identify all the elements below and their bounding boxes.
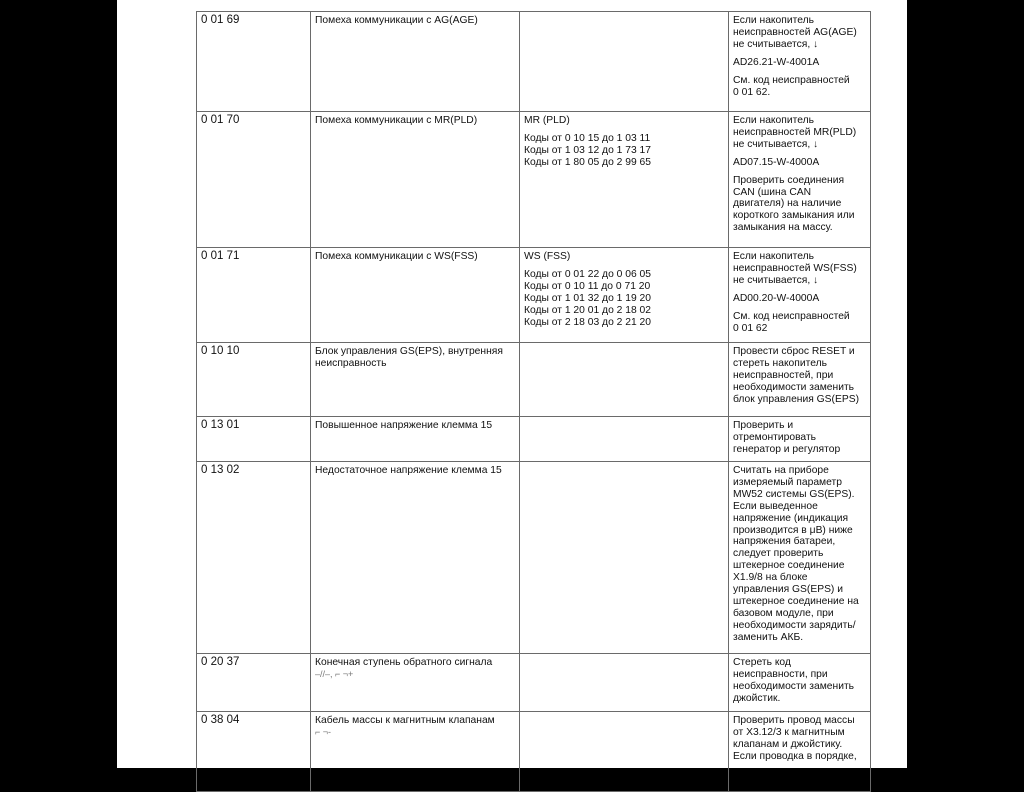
action-cell xyxy=(729,343,871,417)
table-row xyxy=(197,417,871,462)
fault-code-cell xyxy=(197,343,311,417)
action-paragraph: Проверить и отремонтировать генератор и регулятор xyxy=(733,420,841,455)
description-cell xyxy=(311,462,520,654)
action-cell xyxy=(729,12,871,112)
fault-description: Помеха коммуникации с AG(AGE) xyxy=(315,15,478,26)
action-cell xyxy=(729,248,871,343)
fault-code: 0 10 10 xyxy=(201,345,240,357)
fault-code: 0 01 71 xyxy=(201,250,240,262)
fault-code: 0 01 70 xyxy=(201,114,240,126)
fault-code-cell xyxy=(197,417,311,462)
circuit-symbol: –//–, ⌐ ¬+ xyxy=(315,668,354,679)
fault-code-cell xyxy=(197,654,311,712)
fault-description: Недостаточное напряжение клемма 15 xyxy=(315,465,502,476)
table-row xyxy=(197,12,871,112)
details-cell xyxy=(520,654,729,712)
action-paragraph: AD00.20-W-4000A xyxy=(733,292,820,304)
document-page xyxy=(117,0,907,768)
action-cell xyxy=(729,112,871,248)
fault-code: 0 13 02 xyxy=(201,464,240,476)
description-cell xyxy=(311,248,520,343)
details-paragraph: WS (FSS) xyxy=(524,251,571,262)
action-paragraph: См. код неисправностей 0 01 62 xyxy=(733,310,850,334)
description-cell xyxy=(311,343,520,417)
fault-description: Блок управления GS(EPS), внутренняя неисправность xyxy=(315,346,503,369)
details-cell xyxy=(520,248,729,343)
fault-description: Повышенное напряжение клемма 15 xyxy=(315,420,493,431)
details-cell xyxy=(520,343,729,417)
action-paragraph: Если накопитель неисправностей AG(AGE) не считывается, ↓ xyxy=(733,15,857,50)
circuit-symbol: ⌐ ¬- xyxy=(315,726,332,737)
action-paragraph: Стереть код неисправности, при необходимости заменить джойстик. xyxy=(733,657,855,704)
fault-description: Кабель массы к магнитным клапанам xyxy=(315,715,495,726)
table-row xyxy=(197,343,871,417)
details-cell xyxy=(520,112,729,248)
details-paragraph: Коды от 0 01 22 до 0 06 05 Коды от 0 10 11 до 0 71 20 Коды от 1 01 32 до 1 19 20 Коды от 1 20 01 до 2 18 02 Коды от 2 18 03 до 2 21 20 xyxy=(524,268,652,328)
description-cell xyxy=(311,112,520,248)
details-cell xyxy=(520,417,729,462)
description-cell xyxy=(311,654,520,712)
fault-description: Помеха коммуникации с MR(PLD) xyxy=(315,115,478,126)
action-cell xyxy=(729,462,871,654)
details-paragraph: Коды от 0 10 15 до 1 03 11 Коды от 1 03 12 до 1 73 17 Коды от 1 80 05 до 2 99 65 xyxy=(524,132,652,168)
fault-code-cell xyxy=(197,462,311,654)
fault-description: Конечная ступень обратного сигнала xyxy=(315,657,493,668)
action-paragraph: См. код неисправностей 0 01 62. xyxy=(733,74,850,98)
fault-code-table xyxy=(196,11,871,792)
table-row xyxy=(197,112,871,248)
description-cell xyxy=(311,712,520,792)
fault-code: 0 38 04 xyxy=(201,714,240,726)
fault-code-cell xyxy=(197,12,311,112)
table-row xyxy=(197,462,871,654)
action-paragraph: Считать на приборе измеряемый параметр MW52 системы GS(EPS). Если выведенное напряжение (индикация производится в μB) ниже напряжения батареи, следует проверить штекерное соединение X1.9/8 на блоке управления GS(EPS) и штекерное соединение на базовом модуле, при необходимости зарядить/ заменить АКБ. xyxy=(733,465,859,643)
fault-code-cell xyxy=(197,112,311,248)
action-paragraph: Если накопитель неисправностей MR(PLD) не считывается, ↓ xyxy=(733,115,857,150)
description-cell xyxy=(311,12,520,112)
details-paragraph: MR (PLD) xyxy=(524,115,570,126)
action-cell xyxy=(729,654,871,712)
action-paragraph: Если накопитель неисправностей WS(FSS) не считывается, ↓ xyxy=(733,251,857,286)
action-paragraph: Провести сброс RESET и стереть накопитель неисправностей, при необходимости заменить блок управления GS(EPS) xyxy=(733,346,860,405)
action-cell xyxy=(729,712,871,792)
fault-code: 0 01 69 xyxy=(201,14,240,26)
table-row xyxy=(197,712,871,792)
fault-code: 0 13 01 xyxy=(201,419,240,431)
table-row xyxy=(197,654,871,712)
details-cell xyxy=(520,462,729,654)
description-cell xyxy=(311,417,520,462)
action-paragraph: Проверить соединения CAN (шина CAN двигателя) на наличие короткого замыкания или замыкания на массу. xyxy=(733,174,855,234)
fault-description: Помеха коммуникации с WS(FSS) xyxy=(315,251,478,262)
action-paragraph: Проверить провод массы от X3.12/3 к магнитным клапанам и джойстику. Если проводка в порядке, xyxy=(733,715,857,762)
fault-code-cell xyxy=(197,712,311,792)
fault-code-cell xyxy=(197,248,311,343)
fault-code: 0 20 37 xyxy=(201,656,240,668)
action-paragraph: AD07.15-W-4000A xyxy=(733,156,820,168)
action-paragraph: AD26.21-W-4001A xyxy=(733,56,820,68)
action-cell xyxy=(729,417,871,462)
table-row xyxy=(197,248,871,343)
details-cell xyxy=(520,712,729,792)
details-cell xyxy=(520,12,729,112)
